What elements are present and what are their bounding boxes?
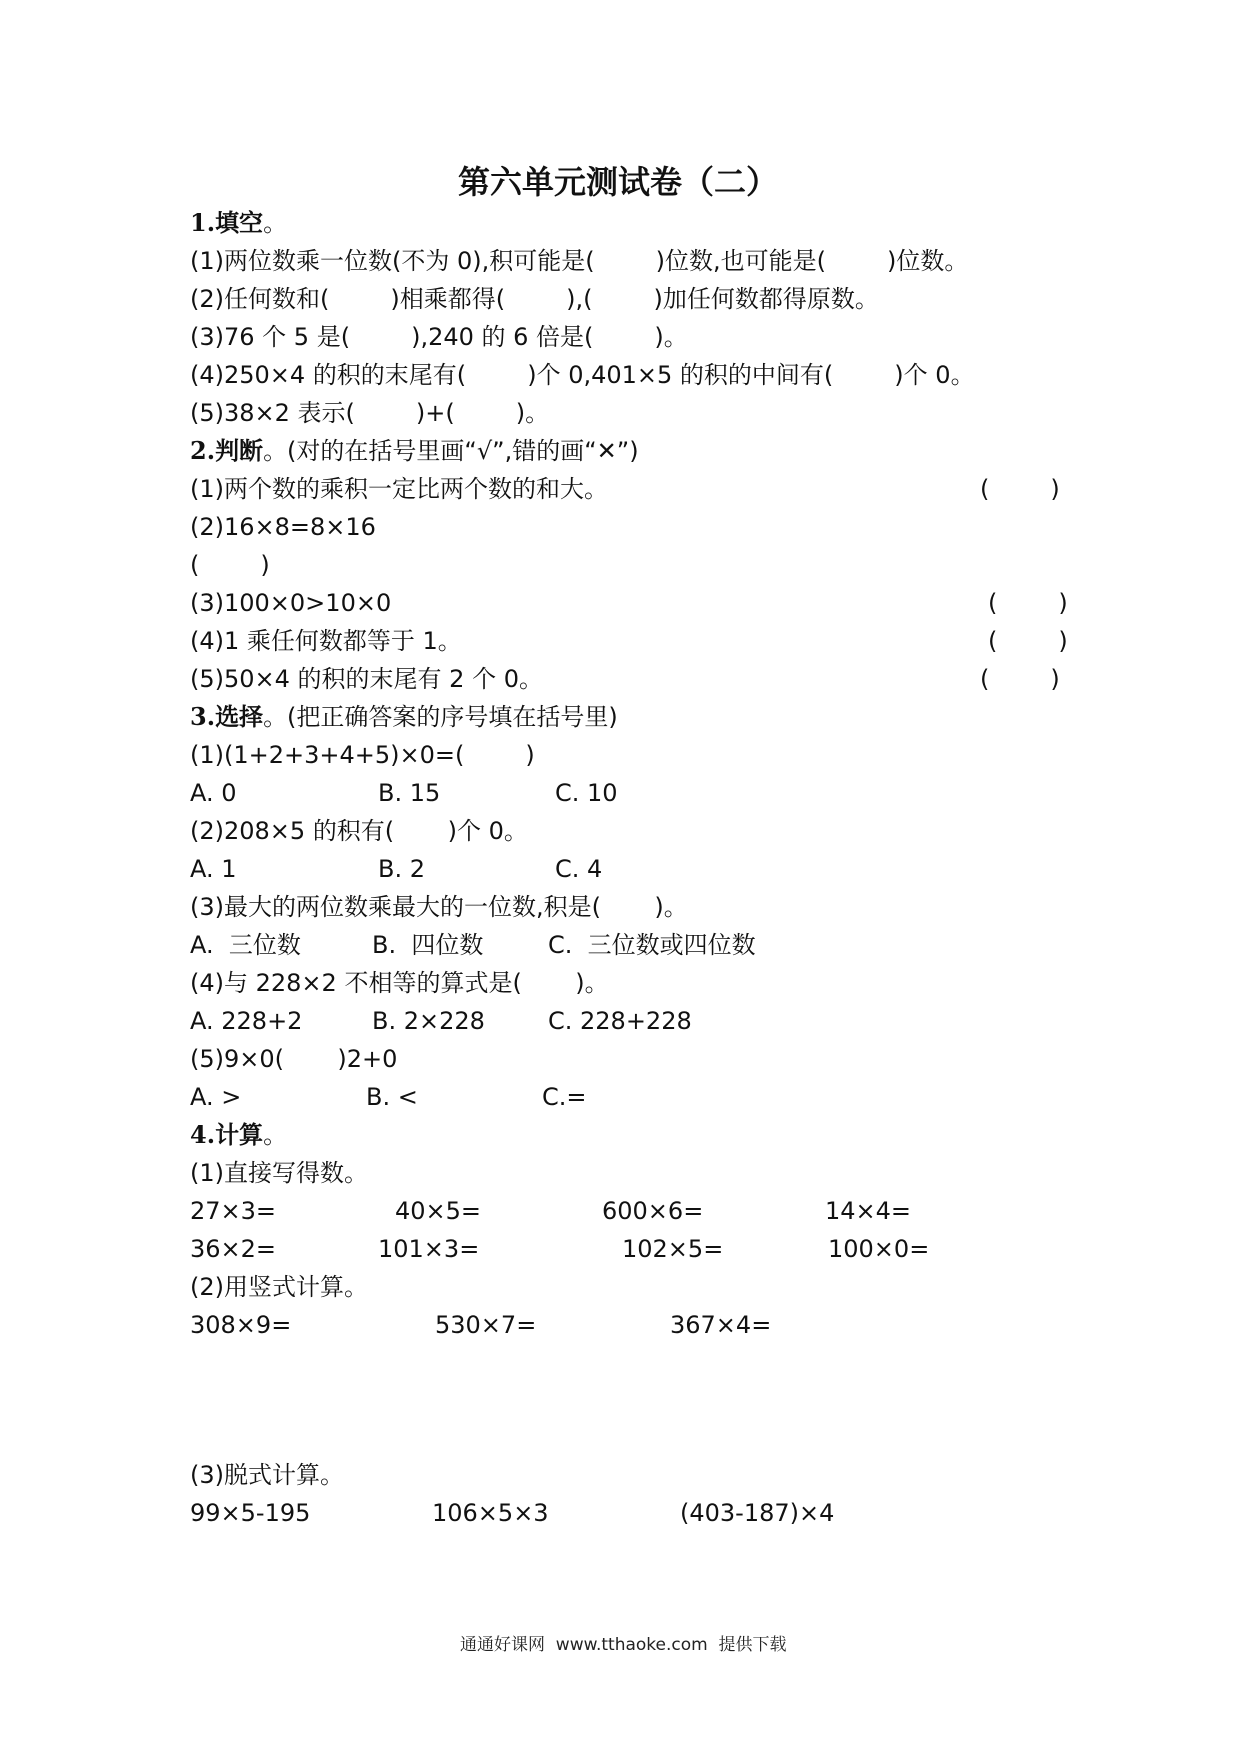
calc-direct-1: 27×3= xyxy=(190,1197,277,1225)
choice-3-option-b: B. 四位数 xyxy=(372,931,484,959)
choice-5-option-b: B. < xyxy=(366,1083,418,1111)
section-1-suffix: 。 xyxy=(263,209,288,237)
judge-1-bracket: ( ) xyxy=(980,475,1060,503)
calc-direct-4: 14×4= xyxy=(825,1197,912,1225)
fill-blank-5: (5)38×2 表示( )+( )。 xyxy=(190,399,550,427)
judge-5: (5)50×4 的积的末尾有 2 个 0。 xyxy=(190,665,543,693)
calc-step-2: 106×5×3 xyxy=(432,1499,549,1527)
calc-direct-2: 40×5= xyxy=(395,1197,482,1225)
section-4-heading xyxy=(190,1119,287,1151)
calc-part-1-label: (1)直接写得数。 xyxy=(190,1159,368,1187)
calc-direct-5: 36×2= xyxy=(190,1235,277,1263)
choice-2-question: (2)208×5 的积有( )个 0。 xyxy=(190,817,528,845)
judge-2: (2)16×8=8×16 xyxy=(190,513,376,541)
choice-2-option-a: A. 1 xyxy=(190,855,237,883)
calc-part-3-label: (3)脱式计算。 xyxy=(190,1461,344,1489)
section-4-name: 计算 xyxy=(215,1121,264,1149)
choice-5-option-a: A. > xyxy=(190,1083,242,1111)
choice-5-option-c: C.= xyxy=(542,1083,587,1111)
choice-1-option-a: A. 0 xyxy=(190,779,237,807)
calc-direct-3: 600×6= xyxy=(602,1197,704,1225)
calc-step-1: 99×5-195 xyxy=(190,1499,311,1527)
judge-4: (4)1 乘任何数都等于 1。 xyxy=(190,627,462,655)
choice-4-option-a: A. 228+2 xyxy=(190,1007,303,1035)
calc-vertical-3: 367×4= xyxy=(670,1311,772,1339)
fill-blank-3: (3)76 个 5 是( ),240 的 6 倍是( )。 xyxy=(190,323,688,351)
section-2-heading xyxy=(190,435,639,467)
section-2-number: 2. xyxy=(190,436,216,465)
section-3-suffix: 。(把正确答案的序号填在括号里) xyxy=(263,703,618,731)
calc-part-2-label: (2)用竖式计算。 xyxy=(190,1273,368,1301)
page-title: 第六单元测试卷（二） xyxy=(458,163,779,201)
choice-3-option-c: C. 三位数或四位数 xyxy=(548,931,756,959)
section-2-name: 判断 xyxy=(215,437,264,465)
judge-2-bracket: ( ) xyxy=(190,551,270,579)
choice-1-option-b: B. 15 xyxy=(378,779,441,807)
judge-5-bracket: ( ) xyxy=(980,665,1060,693)
choice-2-option-b: B. 2 xyxy=(378,855,425,883)
section-3-number: 3. xyxy=(190,702,216,731)
calc-vertical-1: 308×9= xyxy=(190,1311,292,1339)
fill-blank-2: (2)任何数和( )相乘都得( ),( )加任何数都得原数。 xyxy=(190,285,879,313)
footer-credit: 通通好课网 www.tthaoke.com 提供下载 xyxy=(460,1635,787,1655)
section-4-suffix: 。 xyxy=(263,1121,288,1149)
choice-4-option-b: B. 2×228 xyxy=(372,1007,485,1035)
section-2-suffix: 。(对的在括号里画“√”,错的画“✕”) xyxy=(263,437,639,465)
choice-2-option-c: C. 4 xyxy=(555,855,603,883)
fill-blank-4: (4)250×4 的积的末尾有( )个 0,401×5 的积的中间有( )个 0。 xyxy=(190,361,975,389)
section-1-heading xyxy=(190,207,287,239)
choice-4-option-c: C. 228+228 xyxy=(548,1007,692,1035)
choice-5-question: (5)9×0( )2+0 xyxy=(190,1045,398,1073)
judge-3-bracket: ( ) xyxy=(988,589,1068,617)
choice-1-option-c: C. 10 xyxy=(555,779,618,807)
calc-direct-6: 101×3= xyxy=(378,1235,480,1263)
choice-3-option-a: A. 三位数 xyxy=(190,931,301,959)
calc-step-3: (403-187)×4 xyxy=(680,1499,835,1527)
section-4-number: 4. xyxy=(190,1120,216,1149)
calc-vertical-2: 530×7= xyxy=(435,1311,537,1339)
calc-direct-7: 102×5= xyxy=(622,1235,724,1263)
choice-1-question: (1)(1+2+3+4+5)×0=( ) xyxy=(190,741,535,769)
judge-1: (1)两个数的乘积一定比两个数的和大。 xyxy=(190,475,608,503)
fill-blank-1: (1)两位数乘一位数(不为 0),积可能是( )位数,也可能是( )位数。 xyxy=(190,247,969,275)
choice-4-question: (4)与 228×2 不相等的算式是( )。 xyxy=(190,969,609,997)
section-1-number: 1. xyxy=(190,208,216,237)
section-3-name: 选择 xyxy=(215,703,264,731)
calc-direct-8: 100×0= xyxy=(828,1235,930,1263)
section-3-heading xyxy=(190,701,618,733)
judge-3: (3)100×0>10×0 xyxy=(190,589,392,617)
choice-3-question: (3)最大的两位数乘最大的一位数,积是( )。 xyxy=(190,893,688,921)
judge-4-bracket: ( ) xyxy=(988,627,1068,655)
section-1-name: 填空 xyxy=(215,209,264,237)
